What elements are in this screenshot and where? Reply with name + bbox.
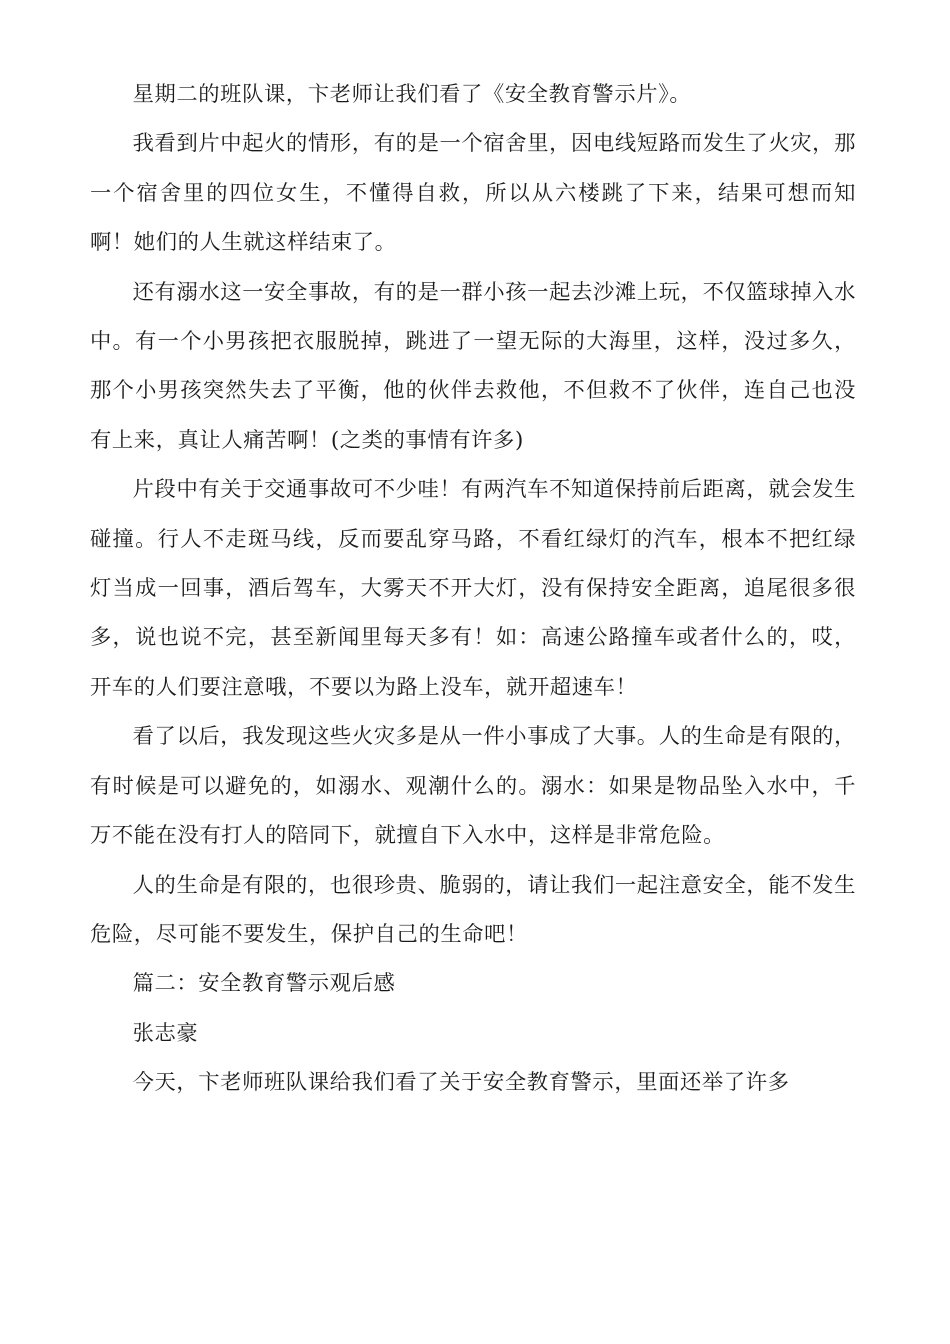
paragraph-intro: 星期二的班队课，卞老师让我们看了《安全教育警示片》。 [132,82,692,107]
paragraph-essay-two-start: 今天，卞老师班队课给我们看了关于安全教育警示，里面还举了许多 [132,1070,790,1096]
author-name: 张志豪 [132,1020,199,1046]
section-heading: 篇二：安全教育警示观后感 [132,971,396,997]
paragraph-reflection: 看了以后，我发现这些火灾多是从一件小事成了大事。人的生命是有限的，有时候是可以避免的，如溺水、观潮什么的。溺水：如果是物品坠入水中，千万不能在没有打人的陪同下，就擅自下入水中，这样是非常危险。 [90,724,856,849]
paragraph-fire: 我看到片中起火的情形，有的是一个宿舍里，因电线短路而发生了火灾，那一个宿舍里的四位女生，不懂得自救，所以从六楼跳了下来，结果可想而知啊！她们的人生就这样结束了。 [90,131,856,256]
paragraph-traffic: 片段中有关于交通事故可不少哇！有两汽车不知道保持前后距离，就会发生碰撞。行人不走斑马线，反而要乱穿马路，不看红绿灯的汽车，根本不把红绿灯当成一回事，酒后驾车，大雾天不开大灯，没有保持安全距离，追尾很多很多，说也说不完，甚至新闻里每天多有！如：高速公路撞车或者什么的，哎，开车的人们要注意哦，不要以为路上没车，就开超速车！ [90,477,856,700]
document-page [90,70,856,1108]
paragraph-drowning: 还有溺水这一安全事故，有的是一群小孩一起去沙滩上玩，不仅篮球掉入水中。有一个小男孩把衣服脱掉，跳进了一望无际的大海里，这样，没过多久，那个小男孩突然失去了平衡，他的伙伴去救他，不但救不了伙伴，连自己也没有上来，真让人痛苦啊！(之类的事情有许多) [90,279,856,453]
paragraph-conclusion: 人的生命是有限的，也很珍贵、脆弱的，请让我们一起注意安全，能不发生危险，尽可能不要发生，保护自己的生命吧！ [90,872,856,947]
